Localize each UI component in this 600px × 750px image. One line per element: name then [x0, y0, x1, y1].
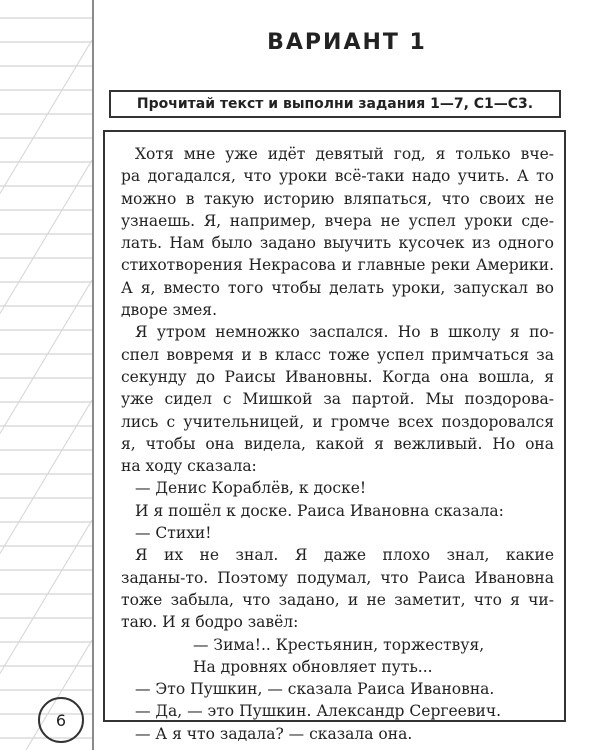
text-line: можно в такую историю вляпаться, что своих не: [121, 189, 554, 208]
text-line: на ходу сказала:: [121, 457, 257, 476]
text-line: уже сидел с Мишкой за партой. Мы поздорова-: [121, 390, 554, 409]
text-line: дворе змея.: [121, 301, 218, 320]
instruction-text: Прочитай текст и выполни задания 1—7, С1—С3.: [136, 96, 534, 112]
poem-line: На дровнях обновляет путь...: [193, 657, 433, 676]
text-line: Я их не знал. Я даже плохо знал, какие: [135, 546, 554, 565]
text-line: стихотворения Некрасова и главные реки Америки.: [121, 256, 554, 275]
text-line: Хотя мне уже идёт девятый год, я только вче-: [135, 145, 554, 163]
instruction-box: [109, 90, 561, 118]
text-line: — А я что задала? — сказала она.: [135, 724, 413, 743]
text-line: И я пошёл к доске. Раиса Ивановна сказала:: [135, 501, 504, 520]
margin-decoration: [0, 0, 92, 750]
text-line: — Это Пушкин, — сказала Раиса Ивановна.: [135, 680, 495, 699]
page-title: ВАРИАНТ 1: [267, 30, 427, 55]
text-line: заданы-то. Поэтому подумал, что Раиса Ивановна: [121, 568, 554, 587]
text-line: узнаешь. Я, например, вчера не успел уроки сде-: [121, 211, 554, 230]
reading-text: [103, 130, 566, 743]
text-line: — Денис Кораблёв, к доске!: [135, 479, 367, 498]
poem-line: — Зима!.. Крестьянин, торжествуя,: [193, 635, 485, 654]
text-line: тоже забыла, что задано, и не заметит, что я чи-: [121, 590, 554, 609]
text-line: лать. Нам было задано выучить кусочек из одного: [121, 234, 554, 253]
text-line: таю. И я бодро завёл:: [121, 613, 299, 632]
margin-rule: [92, 0, 94, 750]
text-line: ра догадался, что уроки всё-таки надо учить. А то: [121, 167, 554, 186]
text-line: — Да, — это Пушкин. Александр Сергеевич.: [135, 702, 502, 721]
page-number-value: 6: [55, 710, 67, 730]
text-line: секунду до Раисы Ивановны. Когда она вошла, я: [121, 367, 554, 386]
text-line: Я утром немножко заспался. Но в школу я по-: [135, 323, 554, 342]
page-number: [38, 697, 84, 743]
text-line: спел вовремя и в класс тоже успел примчаться за: [121, 345, 554, 364]
text-line: А я, вместо того чтобы делать уроки, запускал во: [121, 278, 554, 297]
text-line: — Стихи!: [135, 524, 212, 543]
text-line: я, чтобы она видела, какой я вежливый. Но она: [121, 434, 554, 453]
text-line: лись с учительницей, и громче всех поздоровался: [121, 412, 554, 431]
